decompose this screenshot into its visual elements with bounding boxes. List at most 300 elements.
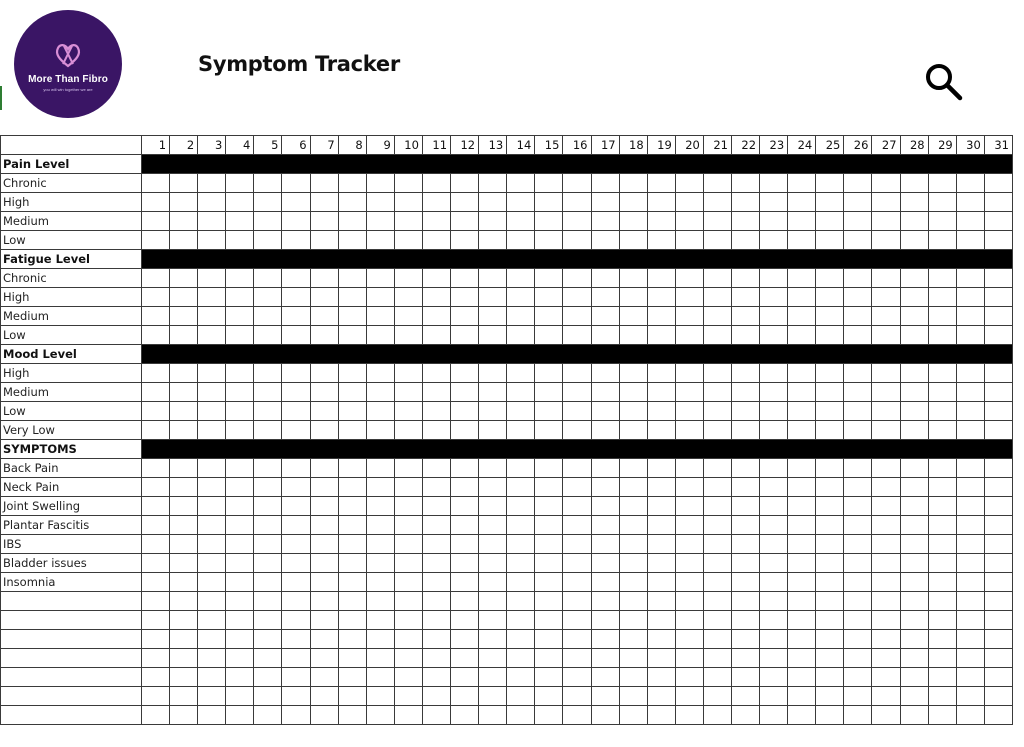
day-cell[interactable] xyxy=(142,383,170,402)
day-cell[interactable] xyxy=(394,364,422,383)
day-cell[interactable] xyxy=(479,288,507,307)
day-cell[interactable] xyxy=(900,174,928,193)
day-cell[interactable] xyxy=(928,307,956,326)
day-cell[interactable] xyxy=(675,402,703,421)
day-cell[interactable] xyxy=(310,193,338,212)
day-cell[interactable] xyxy=(366,706,394,725)
day-cell[interactable] xyxy=(563,630,591,649)
day-cell[interactable] xyxy=(254,421,282,440)
day-cell[interactable] xyxy=(282,611,310,630)
day-cell[interactable] xyxy=(647,687,675,706)
day-cell[interactable] xyxy=(394,611,422,630)
day-cell[interactable] xyxy=(282,554,310,573)
day-cell[interactable] xyxy=(647,611,675,630)
day-cell[interactable] xyxy=(142,364,170,383)
day-cell[interactable] xyxy=(535,174,563,193)
day-cell[interactable] xyxy=(310,668,338,687)
day-cell[interactable] xyxy=(422,307,450,326)
day-cell[interactable] xyxy=(647,288,675,307)
day-cell[interactable] xyxy=(619,231,647,250)
day-cell[interactable] xyxy=(310,630,338,649)
day-cell[interactable] xyxy=(142,307,170,326)
day-cell[interactable] xyxy=(872,630,900,649)
day-cell[interactable] xyxy=(703,383,731,402)
day-cell[interactable] xyxy=(816,592,844,611)
day-cell[interactable] xyxy=(872,193,900,212)
day-cell[interactable] xyxy=(760,649,788,668)
day-cell[interactable] xyxy=(619,497,647,516)
day-cell[interactable] xyxy=(142,421,170,440)
day-cell[interactable] xyxy=(338,706,366,725)
day-cell[interactable] xyxy=(310,687,338,706)
day-cell[interactable] xyxy=(928,497,956,516)
day-cell[interactable] xyxy=(226,364,254,383)
day-cell[interactable] xyxy=(928,630,956,649)
day-cell[interactable] xyxy=(422,592,450,611)
day-cell[interactable] xyxy=(254,630,282,649)
day-cell[interactable] xyxy=(760,269,788,288)
day-cell[interactable] xyxy=(451,307,479,326)
day-cell[interactable] xyxy=(226,459,254,478)
day-cell[interactable] xyxy=(703,573,731,592)
day-cell[interactable] xyxy=(619,706,647,725)
day-cell[interactable] xyxy=(928,516,956,535)
day-cell[interactable] xyxy=(451,459,479,478)
day-cell[interactable] xyxy=(703,212,731,231)
day-cell[interactable] xyxy=(479,307,507,326)
day-cell[interactable] xyxy=(170,573,198,592)
day-cell[interactable] xyxy=(198,649,226,668)
day-cell[interactable] xyxy=(844,307,872,326)
day-cell[interactable] xyxy=(675,687,703,706)
day-cell[interactable] xyxy=(535,649,563,668)
day-cell[interactable] xyxy=(647,516,675,535)
day-cell[interactable] xyxy=(760,231,788,250)
day-cell[interactable] xyxy=(142,193,170,212)
day-cell[interactable] xyxy=(844,288,872,307)
day-cell[interactable] xyxy=(619,402,647,421)
day-cell[interactable] xyxy=(170,421,198,440)
day-cell[interactable] xyxy=(928,421,956,440)
day-cell[interactable] xyxy=(816,421,844,440)
day-cell[interactable] xyxy=(788,611,816,630)
day-cell[interactable] xyxy=(198,288,226,307)
day-cell[interactable] xyxy=(338,421,366,440)
day-cell[interactable] xyxy=(703,497,731,516)
day-cell[interactable] xyxy=(451,269,479,288)
day-cell[interactable] xyxy=(198,516,226,535)
day-cell[interactable] xyxy=(731,421,759,440)
day-cell[interactable] xyxy=(282,269,310,288)
day-cell[interactable] xyxy=(760,497,788,516)
day-cell[interactable] xyxy=(507,421,535,440)
day-cell[interactable] xyxy=(956,326,984,345)
day-cell[interactable] xyxy=(731,383,759,402)
day-cell[interactable] xyxy=(142,630,170,649)
day-cell[interactable] xyxy=(928,649,956,668)
day-cell[interactable] xyxy=(282,231,310,250)
day-cell[interactable] xyxy=(731,212,759,231)
day-cell[interactable] xyxy=(226,535,254,554)
day-cell[interactable] xyxy=(872,326,900,345)
day-cell[interactable] xyxy=(282,516,310,535)
day-cell[interactable] xyxy=(591,554,619,573)
day-cell[interactable] xyxy=(254,402,282,421)
day-cell[interactable] xyxy=(198,611,226,630)
day-cell[interactable] xyxy=(816,174,844,193)
day-cell[interactable] xyxy=(872,231,900,250)
day-cell[interactable] xyxy=(816,535,844,554)
day-cell[interactable] xyxy=(731,554,759,573)
day-cell[interactable] xyxy=(282,497,310,516)
day-cell[interactable] xyxy=(900,630,928,649)
day-cell[interactable] xyxy=(338,668,366,687)
day-cell[interactable] xyxy=(788,668,816,687)
day-cell[interactable] xyxy=(394,307,422,326)
day-cell[interactable] xyxy=(422,364,450,383)
day-cell[interactable] xyxy=(928,478,956,497)
day-cell[interactable] xyxy=(394,421,422,440)
day-cell[interactable] xyxy=(872,383,900,402)
day-cell[interactable] xyxy=(422,174,450,193)
day-cell[interactable] xyxy=(675,649,703,668)
day-cell[interactable] xyxy=(984,554,1012,573)
day-cell[interactable] xyxy=(366,383,394,402)
day-cell[interactable] xyxy=(788,231,816,250)
day-cell[interactable] xyxy=(760,611,788,630)
day-cell[interactable] xyxy=(366,497,394,516)
day-cell[interactable] xyxy=(563,497,591,516)
day-cell[interactable] xyxy=(872,402,900,421)
day-cell[interactable] xyxy=(394,687,422,706)
day-cell[interactable] xyxy=(675,478,703,497)
day-cell[interactable] xyxy=(254,554,282,573)
day-cell[interactable] xyxy=(310,326,338,345)
day-cell[interactable] xyxy=(479,421,507,440)
day-cell[interactable] xyxy=(900,421,928,440)
day-cell[interactable] xyxy=(900,288,928,307)
day-cell[interactable] xyxy=(394,383,422,402)
day-cell[interactable] xyxy=(591,364,619,383)
day-cell[interactable] xyxy=(366,649,394,668)
day-cell[interactable] xyxy=(422,535,450,554)
day-cell[interactable] xyxy=(591,497,619,516)
day-cell[interactable] xyxy=(198,668,226,687)
day-cell[interactable] xyxy=(422,231,450,250)
day-cell[interactable] xyxy=(703,592,731,611)
day-cell[interactable] xyxy=(900,554,928,573)
day-cell[interactable] xyxy=(282,649,310,668)
day-cell[interactable] xyxy=(872,554,900,573)
day-cell[interactable] xyxy=(647,269,675,288)
day-cell[interactable] xyxy=(984,212,1012,231)
day-cell[interactable] xyxy=(366,687,394,706)
day-cell[interactable] xyxy=(619,269,647,288)
day-cell[interactable] xyxy=(507,174,535,193)
day-cell[interactable] xyxy=(816,573,844,592)
day-cell[interactable] xyxy=(282,364,310,383)
day-cell[interactable] xyxy=(984,706,1012,725)
day-cell[interactable] xyxy=(956,554,984,573)
day-cell[interactable] xyxy=(900,383,928,402)
day-cell[interactable] xyxy=(170,668,198,687)
day-cell[interactable] xyxy=(900,497,928,516)
day-cell[interactable] xyxy=(956,174,984,193)
day-cell[interactable] xyxy=(675,326,703,345)
day-cell[interactable] xyxy=(563,478,591,497)
day-cell[interactable] xyxy=(731,516,759,535)
day-cell[interactable] xyxy=(422,497,450,516)
day-cell[interactable] xyxy=(366,307,394,326)
day-cell[interactable] xyxy=(226,421,254,440)
day-cell[interactable] xyxy=(254,193,282,212)
day-cell[interactable] xyxy=(703,668,731,687)
day-cell[interactable] xyxy=(254,535,282,554)
day-cell[interactable] xyxy=(198,193,226,212)
day-cell[interactable] xyxy=(591,478,619,497)
day-cell[interactable] xyxy=(479,706,507,725)
day-cell[interactable] xyxy=(731,573,759,592)
day-cell[interactable] xyxy=(451,212,479,231)
day-cell[interactable] xyxy=(170,592,198,611)
day-cell[interactable] xyxy=(198,421,226,440)
day-cell[interactable] xyxy=(422,516,450,535)
day-cell[interactable] xyxy=(422,668,450,687)
day-cell[interactable] xyxy=(507,478,535,497)
day-cell[interactable] xyxy=(928,535,956,554)
day-cell[interactable] xyxy=(226,554,254,573)
day-cell[interactable] xyxy=(844,364,872,383)
day-cell[interactable] xyxy=(422,402,450,421)
day-cell[interactable] xyxy=(338,231,366,250)
day-cell[interactable] xyxy=(788,592,816,611)
day-cell[interactable] xyxy=(254,307,282,326)
day-cell[interactable] xyxy=(479,630,507,649)
day-cell[interactable] xyxy=(170,649,198,668)
day-cell[interactable] xyxy=(422,649,450,668)
day-cell[interactable] xyxy=(675,269,703,288)
day-cell[interactable] xyxy=(507,554,535,573)
day-cell[interactable] xyxy=(647,573,675,592)
day-cell[interactable] xyxy=(142,231,170,250)
day-cell[interactable] xyxy=(170,402,198,421)
day-cell[interactable] xyxy=(422,383,450,402)
day-cell[interactable] xyxy=(479,535,507,554)
day-cell[interactable] xyxy=(816,364,844,383)
day-cell[interactable] xyxy=(507,326,535,345)
day-cell[interactable] xyxy=(142,212,170,231)
day-cell[interactable] xyxy=(675,516,703,535)
day-cell[interactable] xyxy=(844,402,872,421)
day-cell[interactable] xyxy=(198,554,226,573)
day-cell[interactable] xyxy=(563,212,591,231)
day-cell[interactable] xyxy=(170,554,198,573)
day-cell[interactable] xyxy=(310,554,338,573)
day-cell[interactable] xyxy=(900,687,928,706)
day-cell[interactable] xyxy=(788,402,816,421)
day-cell[interactable] xyxy=(310,497,338,516)
day-cell[interactable] xyxy=(900,307,928,326)
day-cell[interactable] xyxy=(310,592,338,611)
day-cell[interactable] xyxy=(675,231,703,250)
day-cell[interactable] xyxy=(984,630,1012,649)
day-cell[interactable] xyxy=(619,288,647,307)
day-cell[interactable] xyxy=(422,459,450,478)
day-cell[interactable] xyxy=(956,193,984,212)
day-cell[interactable] xyxy=(675,364,703,383)
day-cell[interactable] xyxy=(254,288,282,307)
day-cell[interactable] xyxy=(956,497,984,516)
day-cell[interactable] xyxy=(507,649,535,668)
day-cell[interactable] xyxy=(198,706,226,725)
day-cell[interactable] xyxy=(984,383,1012,402)
day-cell[interactable] xyxy=(731,592,759,611)
day-cell[interactable] xyxy=(142,554,170,573)
day-cell[interactable] xyxy=(872,421,900,440)
day-cell[interactable] xyxy=(254,611,282,630)
day-cell[interactable] xyxy=(731,288,759,307)
day-cell[interactable] xyxy=(591,611,619,630)
day-cell[interactable] xyxy=(170,516,198,535)
day-cell[interactable] xyxy=(142,516,170,535)
day-cell[interactable] xyxy=(535,497,563,516)
day-cell[interactable] xyxy=(198,364,226,383)
day-cell[interactable] xyxy=(479,212,507,231)
day-cell[interactable] xyxy=(760,554,788,573)
day-cell[interactable] xyxy=(366,573,394,592)
day-cell[interactable] xyxy=(338,269,366,288)
day-cell[interactable] xyxy=(816,706,844,725)
day-cell[interactable] xyxy=(788,535,816,554)
day-cell[interactable] xyxy=(451,592,479,611)
day-cell[interactable] xyxy=(142,326,170,345)
day-cell[interactable] xyxy=(451,402,479,421)
day-cell[interactable] xyxy=(563,193,591,212)
day-cell[interactable] xyxy=(563,231,591,250)
day-cell[interactable] xyxy=(591,307,619,326)
day-cell[interactable] xyxy=(535,269,563,288)
day-cell[interactable] xyxy=(394,212,422,231)
day-cell[interactable] xyxy=(338,383,366,402)
day-cell[interactable] xyxy=(731,459,759,478)
day-cell[interactable] xyxy=(984,516,1012,535)
day-cell[interactable] xyxy=(788,649,816,668)
day-cell[interactable] xyxy=(703,421,731,440)
day-cell[interactable] xyxy=(198,478,226,497)
day-cell[interactable] xyxy=(760,364,788,383)
day-cell[interactable] xyxy=(984,459,1012,478)
day-cell[interactable] xyxy=(142,174,170,193)
day-cell[interactable] xyxy=(198,687,226,706)
day-cell[interactable] xyxy=(563,649,591,668)
day-cell[interactable] xyxy=(338,554,366,573)
day-cell[interactable] xyxy=(816,668,844,687)
day-cell[interactable] xyxy=(816,307,844,326)
day-cell[interactable] xyxy=(254,459,282,478)
day-cell[interactable] xyxy=(507,630,535,649)
day-cell[interactable] xyxy=(507,592,535,611)
day-cell[interactable] xyxy=(479,459,507,478)
day-cell[interactable] xyxy=(760,383,788,402)
day-cell[interactable] xyxy=(535,307,563,326)
day-cell[interactable] xyxy=(310,706,338,725)
day-cell[interactable] xyxy=(366,630,394,649)
day-cell[interactable] xyxy=(900,611,928,630)
day-cell[interactable] xyxy=(844,706,872,725)
day-cell[interactable] xyxy=(366,611,394,630)
day-cell[interactable] xyxy=(310,421,338,440)
day-cell[interactable] xyxy=(844,687,872,706)
day-cell[interactable] xyxy=(731,193,759,212)
day-cell[interactable] xyxy=(282,459,310,478)
day-cell[interactable] xyxy=(310,269,338,288)
day-cell[interactable] xyxy=(451,193,479,212)
day-cell[interactable] xyxy=(479,402,507,421)
day-cell[interactable] xyxy=(142,478,170,497)
day-cell[interactable] xyxy=(507,402,535,421)
day-cell[interactable] xyxy=(198,535,226,554)
day-cell[interactable] xyxy=(226,212,254,231)
day-cell[interactable] xyxy=(619,421,647,440)
day-cell[interactable] xyxy=(394,269,422,288)
day-cell[interactable] xyxy=(675,497,703,516)
day-cell[interactable] xyxy=(872,706,900,725)
day-cell[interactable] xyxy=(394,516,422,535)
day-cell[interactable] xyxy=(142,402,170,421)
day-cell[interactable] xyxy=(282,478,310,497)
day-cell[interactable] xyxy=(760,212,788,231)
day-cell[interactable] xyxy=(226,668,254,687)
day-cell[interactable] xyxy=(816,326,844,345)
day-cell[interactable] xyxy=(984,307,1012,326)
day-cell[interactable] xyxy=(984,402,1012,421)
day-cell[interactable] xyxy=(310,478,338,497)
day-cell[interactable] xyxy=(675,535,703,554)
day-cell[interactable] xyxy=(535,592,563,611)
day-cell[interactable] xyxy=(338,630,366,649)
day-cell[interactable] xyxy=(816,611,844,630)
day-cell[interactable] xyxy=(984,497,1012,516)
day-cell[interactable] xyxy=(507,231,535,250)
day-cell[interactable] xyxy=(535,706,563,725)
day-cell[interactable] xyxy=(451,573,479,592)
day-cell[interactable] xyxy=(788,421,816,440)
day-cell[interactable] xyxy=(479,649,507,668)
day-cell[interactable] xyxy=(366,269,394,288)
day-cell[interactable] xyxy=(282,307,310,326)
day-cell[interactable] xyxy=(788,269,816,288)
day-cell[interactable] xyxy=(394,497,422,516)
day-cell[interactable] xyxy=(647,668,675,687)
day-cell[interactable] xyxy=(142,668,170,687)
day-cell[interactable] xyxy=(760,307,788,326)
day-cell[interactable] xyxy=(254,478,282,497)
day-cell[interactable] xyxy=(310,288,338,307)
day-cell[interactable] xyxy=(226,326,254,345)
day-cell[interactable] xyxy=(282,326,310,345)
day-cell[interactable] xyxy=(900,668,928,687)
day-cell[interactable] xyxy=(451,687,479,706)
day-cell[interactable] xyxy=(170,364,198,383)
day-cell[interactable] xyxy=(591,649,619,668)
day-cell[interactable] xyxy=(760,687,788,706)
day-cell[interactable] xyxy=(422,478,450,497)
day-cell[interactable] xyxy=(619,649,647,668)
day-cell[interactable] xyxy=(366,364,394,383)
day-cell[interactable] xyxy=(731,611,759,630)
day-cell[interactable] xyxy=(282,687,310,706)
day-cell[interactable] xyxy=(310,611,338,630)
